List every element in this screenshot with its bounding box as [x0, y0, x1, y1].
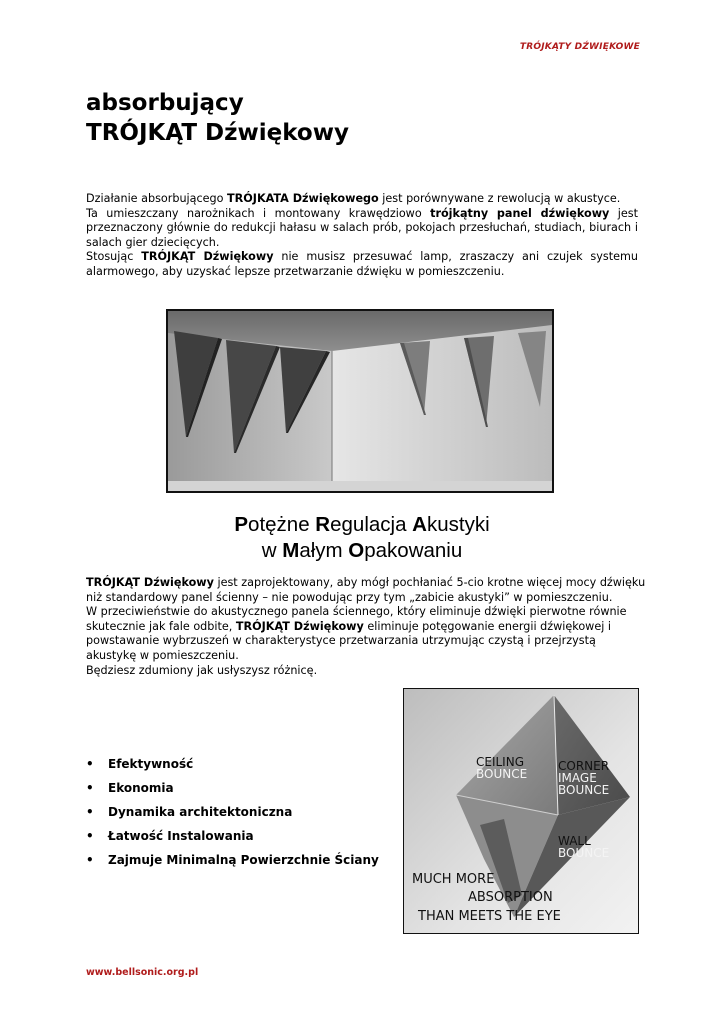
intro-paragraph-1: Działanie absorbującego TRÓJKATA Dźwiękowego jest porównywane z rewolucją w akustyce. [86, 192, 621, 205]
corner-image-label: IMAGE [558, 771, 597, 785]
bounce-diagram-image [403, 688, 639, 934]
corner-label: CORNER [558, 759, 610, 773]
list-item: • Dynamika architektoniczna [86, 800, 379, 824]
footer-website-link[interactable]: www.bellsonic.org.pl [86, 967, 199, 978]
feature-list [86, 752, 379, 872]
tagline-line-1: MUCH MORE [412, 872, 495, 887]
ceiling-bounce-label: BOUNCE [476, 767, 528, 781]
list-item: • Zajmuje Minimalną Powierzchnie Ściany [86, 848, 379, 872]
description-paragraph-2: W przeciwieństwie do akustycznego panela ściennego, który eliminuje dźwięki pierwotne równie skutecznie jak fale odbite, TRÓJKĄT Dźwiękowy eliminuje potęgowanie energii dźwiękowej i powstawanie wybrzuszeń w charakterystyce przetwarzania utrzymując czystą i przejrzystą akustykę w pomieszczeniu. [86, 605, 627, 662]
tagline-line-3: THAN MEETS THE EYE [418, 909, 561, 924]
running-header: TRÓJKĄTY DŹWIĘKOWE [519, 42, 640, 52]
description-text [86, 576, 646, 678]
intro-paragraph-2: Ta umieszczany narożnikach i montowany krawędziowo trójkątny panel dźwiękowy jest przeznaczony głównie do redukcji hałasu w salach prób, pokojach przesłuchań, studiach, biurach i salach gier dziecięcych. [86, 206, 638, 249]
list-item: • Ekonomia [86, 776, 379, 800]
title-line-2: TRÓJKĄT Dźwiękowy [86, 120, 349, 146]
intro-text [86, 192, 638, 280]
title-line-1: absorbujący [86, 90, 244, 116]
description-paragraph-1: TRÓJKĄT Dźwiękowy jest zaprojektowany, aby mógł pochłaniać 5-cio krotne więcej mocy dźwięku niż standardowy panel ścienny – nie powodując przy tym „zabicie akustyki” w pomieszczeniu. [86, 576, 646, 604]
corner-bounce-label: BOUNCE [558, 783, 610, 797]
intro-paragraph-3: Stosując TRÓJKĄT Dźwiękowy nie musisz przesuwać lamp, zraszaczy ani czujek systemu alarmowego, aby uzyskać lepsze przetwarzanie dźwięku w pomieszczeniu. [86, 250, 638, 278]
page-title [86, 88, 349, 148]
list-item: • Łatwość Instalowania [86, 824, 379, 848]
section-subtitle [0, 512, 724, 564]
subtitle-line-1: Potężne Regulacja Akustyki [234, 513, 490, 536]
wall-label: WALL [558, 834, 591, 848]
description-paragraph-3: Będziesz zdumiony jak usłyszysz różnicę. [86, 663, 318, 677]
tagline-line-2: ABSORPTION [468, 890, 553, 905]
ceiling-label: CEILING [476, 755, 524, 769]
product-photo-wall-panels [166, 309, 554, 493]
wall-bounce-label: BOUNCE [558, 846, 610, 860]
subtitle-line-2: w Małym Opakowaniu [261, 539, 463, 562]
list-item: • Efektywność [86, 752, 379, 776]
